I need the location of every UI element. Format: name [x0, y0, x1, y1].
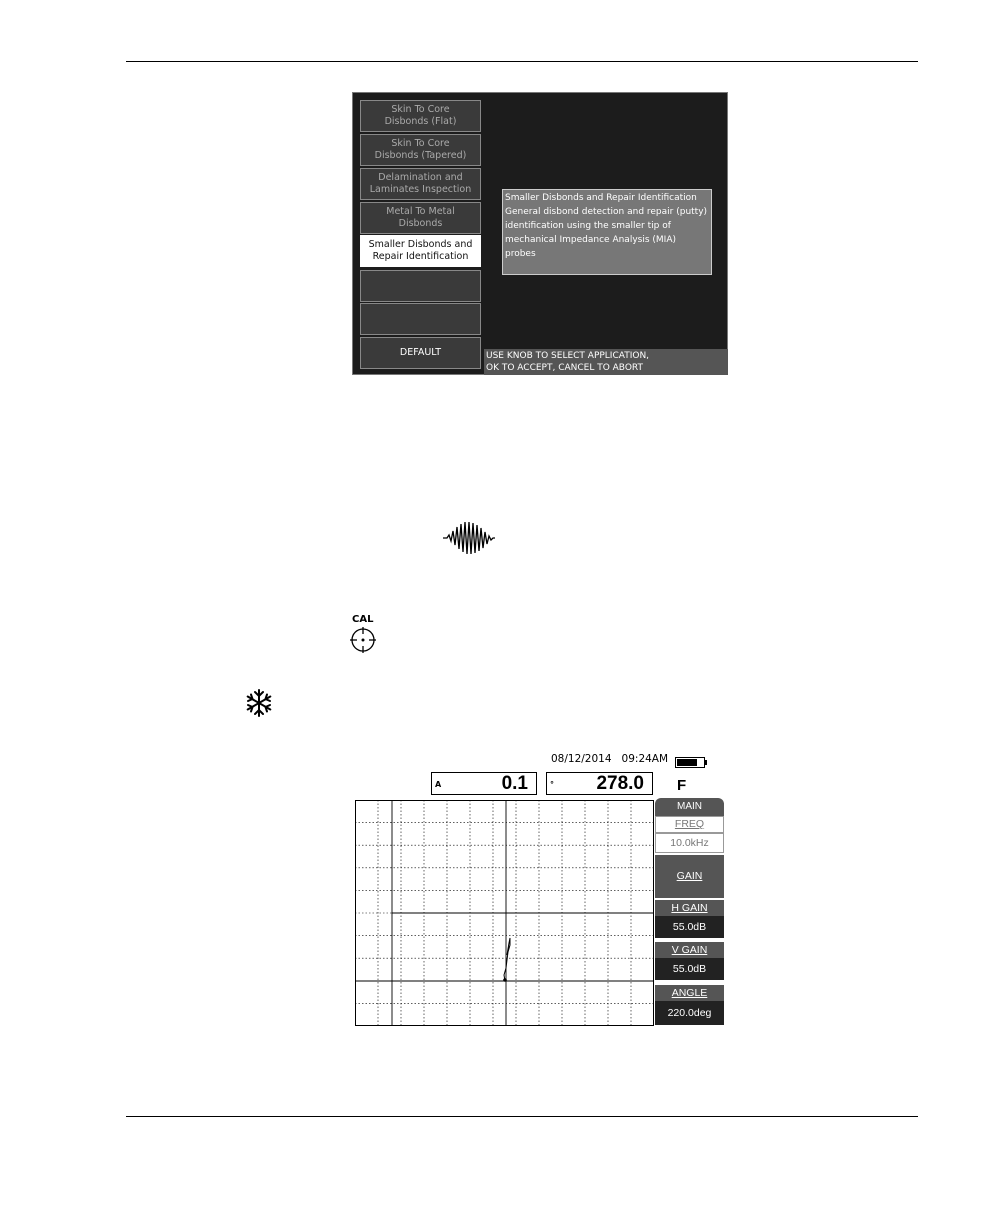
date-time	[551, 753, 668, 765]
application-select-screen	[352, 92, 728, 375]
angle-value[interactable]: 220.0deg	[655, 1001, 724, 1025]
instruction-bar: USE KNOB TO SELECT APPLICATION, OK TO ACCEPT, CANCEL TO ABORT	[484, 349, 728, 375]
menu-item-empty-2[interactable]	[360, 303, 481, 335]
hgain-label: H GAIN	[671, 902, 708, 914]
vgain-label: V GAIN	[671, 944, 708, 956]
menu-item-skin-core-tapered[interactable]: Skin To Core Disbonds (Tapered)	[360, 134, 481, 166]
cal-label: CAL	[352, 614, 374, 625]
application-description: Smaller Disbonds and Repair Identification General disbond detection and repair (putty) identification using the smaller tip of mechanical Impedance Analysis (MIA) probes	[502, 189, 712, 275]
freq-value[interactable]: 10.0kHz	[655, 833, 724, 853]
default-button[interactable]: DEFAULT	[360, 337, 481, 369]
vgain-value[interactable]: 55.0dB	[655, 958, 724, 980]
header-rule	[126, 61, 918, 62]
menu-item-delamination[interactable]: Delamination and Laminates Inspection	[360, 168, 481, 200]
time: 09:24AM	[621, 753, 669, 765]
hgain-button[interactable]	[655, 900, 724, 916]
vgain-button[interactable]	[655, 942, 724, 958]
menu-title-main: MAIN	[655, 798, 724, 816]
freq-button[interactable]	[655, 816, 724, 833]
menu-item-smaller-disbonds[interactable]: Smaller Disbonds and Repair Identification	[360, 235, 481, 267]
date: 08/12/2014	[551, 753, 612, 765]
phase-label: °	[550, 780, 554, 789]
gain-label: GAIN	[676, 870, 703, 882]
battery-icon	[675, 757, 705, 768]
amplitude-readout	[431, 772, 537, 795]
instrument-display	[355, 753, 727, 1029]
amplitude-value: 0.1	[501, 773, 528, 794]
angle-button[interactable]	[655, 985, 724, 1001]
phase-value: 278.0	[596, 773, 644, 794]
snowflake-icon	[244, 688, 274, 718]
signal-dot	[503, 978, 507, 982]
crosshair-circle-icon	[350, 627, 376, 653]
waveform-burst-icon	[443, 520, 495, 556]
battery-tip	[705, 760, 707, 765]
hgain-value[interactable]: 55.0dB	[655, 916, 724, 938]
amplitude-label: A	[435, 780, 442, 789]
angle-label: ANGLE	[671, 987, 708, 999]
battery-level	[677, 759, 697, 766]
gain-button[interactable]	[655, 855, 724, 898]
phase-readout	[546, 772, 653, 795]
menu-item-empty-1[interactable]	[360, 270, 481, 302]
freq-label: FREQ	[674, 818, 705, 830]
f-label: F	[677, 777, 687, 794]
menu-item-skin-core-flat[interactable]: Skin To Core Disbonds (Flat)	[360, 100, 481, 132]
footer-rule	[126, 1116, 918, 1117]
impedance-plane-grid	[355, 800, 654, 1026]
menu-item-metal-to-metal[interactable]: Metal To Metal Disbonds	[360, 202, 481, 234]
